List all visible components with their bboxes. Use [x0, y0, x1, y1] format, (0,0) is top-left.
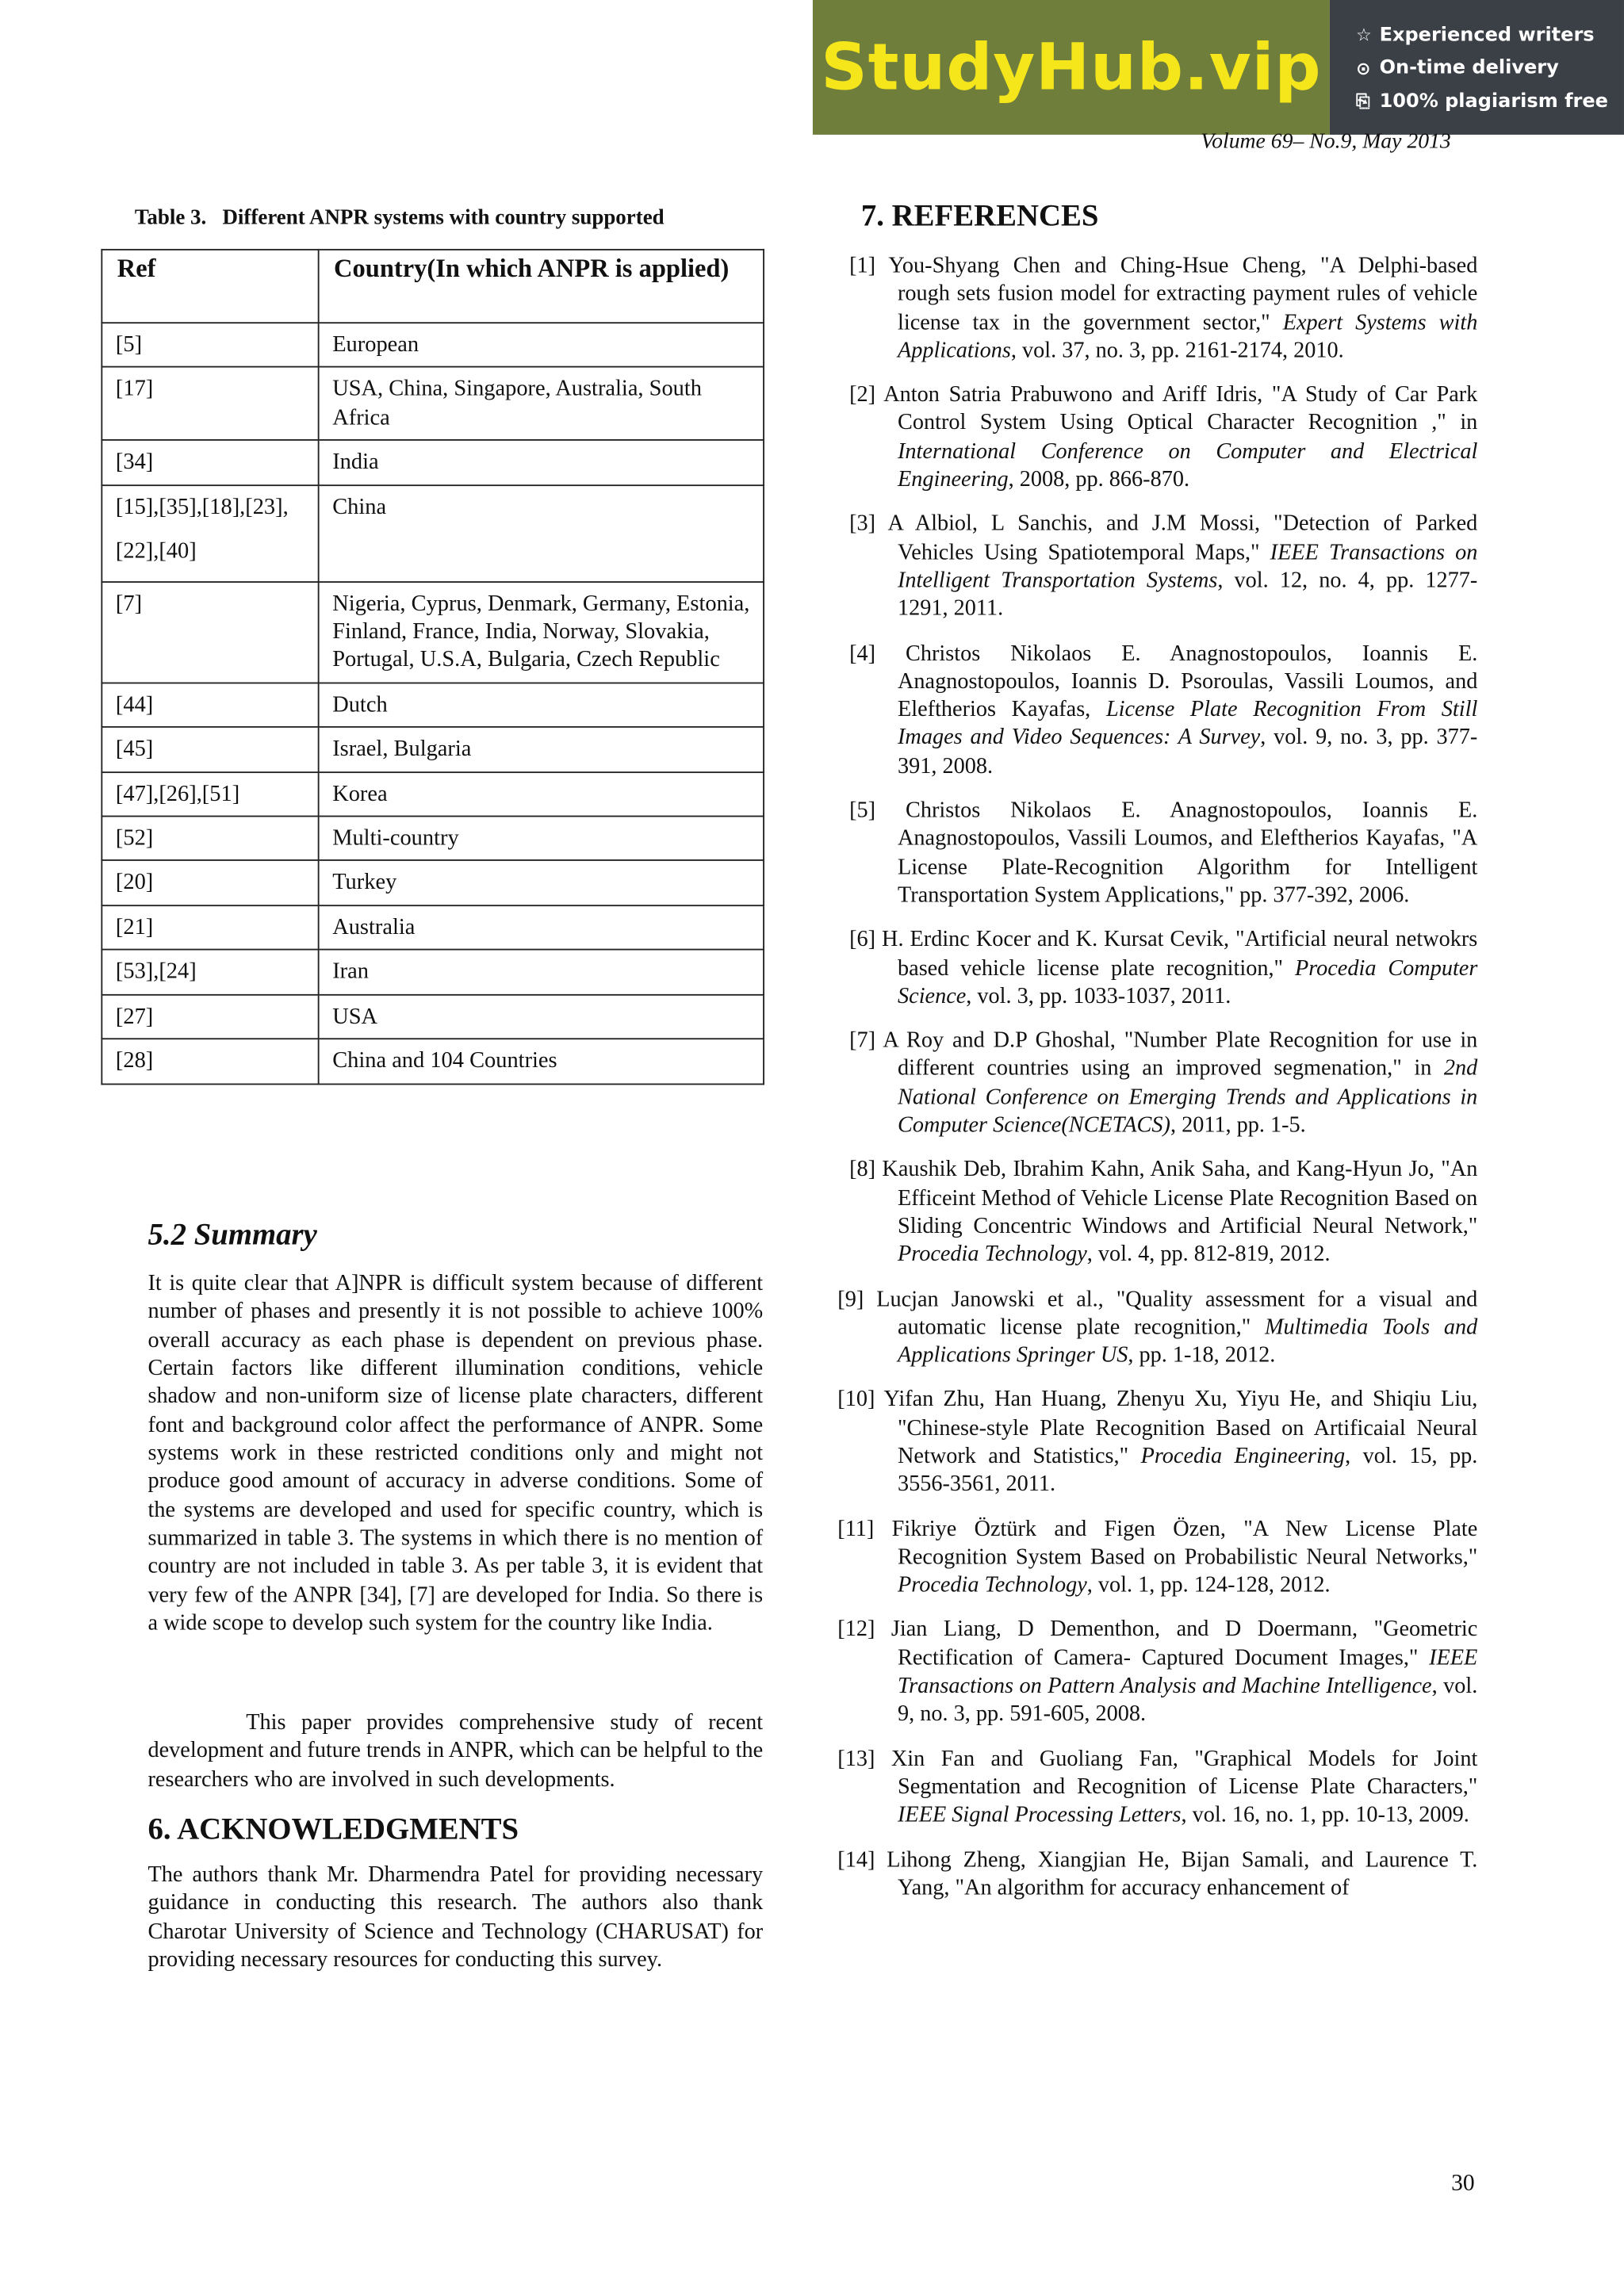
reference-item: [837, 1616, 1477, 1729]
reference-details: , vol. 9, no. 3, pp. 377-391, 2008.: [898, 725, 1478, 779]
star-icon: ☆: [1356, 25, 1372, 46]
table-row: [102, 440, 764, 484]
ref-cell: [45]: [102, 727, 318, 771]
reference-details: , vol. 15, pp. 3556-3561, 2011.: [898, 1443, 1478, 1497]
badge-experienced-writers: [1356, 19, 1624, 52]
anpr-country-table: [101, 249, 764, 1085]
ref-cell: [27]: [102, 994, 318, 1039]
reference-details: , vol. 3, pp. 1033-1037, 2011.: [966, 983, 1231, 1009]
reference-venue: 2nd National Conference on Emerging Trends and Applications in Computer Science(NCETACS): [898, 1056, 1478, 1138]
document-icon: ⎘: [1356, 90, 1370, 111]
reference-text: [3] A Albiol, L Sanchis, and J.M Mossi, "Detection of Parked Vehicles Using Spatiotemporal Maps,": [849, 511, 1478, 565]
table-row: [102, 727, 764, 771]
page-number: 30: [1451, 2171, 1475, 2197]
country-cell: USA, China, Singapore, Australia, South Africa: [319, 367, 764, 440]
ref-cell: [15],[35],[18],[23], [22],[40]: [102, 484, 318, 581]
reference-item: [849, 1027, 1477, 1140]
ref-cell: [5]: [102, 323, 318, 367]
country-cell: Multi-country: [319, 817, 764, 861]
ref-cell: [52]: [102, 817, 318, 861]
clock-icon: ⊙: [1356, 58, 1371, 79]
reference-text: [14] Lihong Zheng, Xiangjian He, Bijan Samali, and Laurence T. Yang, "An algorithm for accuracy enhancement of: [837, 1846, 1478, 1900]
reference-item: [837, 1515, 1477, 1600]
reference-text: [4] Christos Nikolaos E. Anagnostopoulos, Ioannis E. Anagnostopoulos, Ioannis D. Psoroulas, Vassili Loumos, and Eleftherios Kayafas,: [849, 641, 1478, 722]
reference-item: [849, 926, 1477, 1011]
references-heading: 7. REFERENCES: [860, 197, 1099, 233]
reference-text: [6] H. Erdinc Kocer and K. Kursat Cevik, "Artificial neural netwokrs based vehicle license plate recognition,": [849, 927, 1478, 981]
reference-text: [9] Lucjan Janowski et al., "Quality assessment for a visual and automatic license plate recognition,": [837, 1286, 1478, 1340]
ref-cell: [21]: [102, 905, 318, 950]
summary-paragraph-2: This paper provides comprehensive study of recent development and future trends in ANPR, which can be helpful to the researchers who are involved in such developments.: [147, 1709, 764, 1792]
reference-venue: IEEE Signal Processing Letters: [898, 1802, 1182, 1828]
reference-details: , 2011, pp. 1-5.: [1170, 1112, 1306, 1138]
country-cell: Iran: [319, 950, 764, 994]
ref-cell: [7]: [102, 581, 318, 683]
table-row: [102, 367, 764, 440]
reference-item: [849, 639, 1477, 780]
reference-item: [837, 1846, 1477, 1902]
column-header-ref: Ref: [102, 250, 318, 323]
reference-text: [7] A Roy and D.P Ghoshal, "Number Plate Recognition for use in different countries using an improved segmenation," in: [849, 1027, 1478, 1081]
ref-cell: [34]: [102, 440, 318, 484]
reference-venue: Procedia Engineering: [1140, 1443, 1346, 1469]
country-cell: Turkey: [319, 861, 764, 905]
badge-on-time-delivery: [1356, 52, 1624, 86]
badge-text: 100% plagiarism free: [1379, 90, 1608, 113]
reference-item: [849, 510, 1477, 623]
studyhub-banner[interactable]: [813, 0, 1624, 135]
reference-item: [837, 1284, 1477, 1369]
reference-text: [2] Anton Satria Prabuwono and Ariff Idris, "A Study of Car Park Control System Using Optical Character Recognition ," in: [849, 382, 1478, 436]
table-row: [102, 1039, 764, 1083]
table-row: [102, 994, 764, 1039]
reference-details: , vol. 9, no. 3, pp. 591-605, 2008.: [898, 1673, 1478, 1727]
country-cell: Australia: [319, 905, 764, 950]
reference-venue: Procedia Technology: [898, 1572, 1087, 1598]
reference-text: [11] Fikriye Öztürk and Figen Özen, "A New License Plate Recognition System Based on Probabilistic Neural Networks,": [837, 1516, 1478, 1570]
reference-text: [8] Kaushik Deb, Ibrahim Kahn, Anik Saha, and Kang-Hyun Jo, "An Efficeint Method of Vehicle License Plate Recognition Based on Sliding Concentric Windows and Artificial Neural Network,": [849, 1157, 1478, 1239]
summary-paragraph-1: It is quite clear that A]NPR is difficult system because of different number of phases and presently it is not possible to achieve 100% overall accuracy as each phase is dependent on previous phase. Certain factors like different illumination conditions, vehicle shadow and non-uniform size of license plate characters, different font and background color affect the performance of ANPR. Some systems work in these restricted conditions only and might not produce good amount of accuracy in adverse conditions. Some of the systems are developed and used for specific country, which is summarized in table 3. The systems in which there is no mention of country are not included in table 3. As per table 3, it is evident that very few of the ANPR [34], [7] are developed for India. So there is a wide scope to develop such system for the country like India.: [147, 1270, 764, 1636]
reference-details: , pp. 1-18, 2012.: [1128, 1342, 1276, 1368]
feature-badges: [1330, 0, 1624, 135]
reference-item: [849, 797, 1477, 910]
reference-details: , vol. 1, pp. 124-128, 2012.: [1086, 1572, 1331, 1598]
reference-details: , vol. 12, no. 4, pp. 1277-1291, 2011.: [898, 568, 1478, 622]
table-row: [102, 905, 764, 950]
reference-text: [12] Jian Liang, D Dementhon, and D Doermann, "Geometric Rectification of Camera- Captured Document Images,": [837, 1617, 1478, 1670]
summary-heading: 5.2 Summary: [147, 1216, 317, 1252]
table-row: [102, 861, 764, 905]
table-caption: Table 3. Different ANPR systems with country supported: [134, 206, 665, 230]
reference-venue: Expert Systems with Applications: [898, 309, 1478, 363]
ref-cell: [17]: [102, 367, 318, 440]
acknowledgments-text: The authors thank Mr. Dharmendra Patel for providing necessary guidance in conducting this research. The authors also thank Charotar University of Science and Technology (CHARUSAT) for providing necessary resources for conducting this survey.: [147, 1862, 764, 1973]
reference-venue: Procedia Technology: [898, 1242, 1087, 1267]
country-cell: Korea: [319, 771, 764, 816]
country-cell: European: [319, 323, 764, 367]
reference-details: , 2008, pp. 866-870.: [1008, 467, 1190, 492]
reference-item: [849, 381, 1477, 494]
reference-item: [837, 1386, 1477, 1499]
acknowledgments-heading: 6. ACKNOWLEDGMENTS: [147, 1811, 519, 1846]
table-row: [102, 771, 764, 816]
reference-venue: Procedia Computer Science: [898, 955, 1478, 1009]
country-cell: China: [319, 484, 764, 581]
country-cell: Nigeria, Cyprus, Denmark, Germany, Estonia, Finland, France, India, Norway, Slovakia, Portugal, U.S.A, Bulgaria, Czech Republic: [319, 581, 764, 683]
ref-cell: [47],[26],[51]: [102, 771, 318, 816]
reference-venue: License Plate Recognition From Still Images and Video Sequences: A Survey: [898, 697, 1478, 751]
ref-cell: [28]: [102, 1039, 318, 1083]
table-row: [102, 323, 764, 367]
ref-cell: [20]: [102, 861, 318, 905]
table-body: [102, 323, 764, 1083]
reference-venue: International Conference on Computer and Electrical Engineering: [898, 438, 1478, 492]
column-header-country: Country(In which ANPR is applied): [319, 250, 764, 323]
reference-list: [837, 252, 1478, 1919]
ref-cell: [44]: [102, 683, 318, 727]
ref-cell: [53],[24]: [102, 950, 318, 994]
badge-text: On-time delivery: [1379, 57, 1559, 80]
reference-item: [837, 1745, 1477, 1830]
country-cell: USA: [319, 994, 764, 1039]
table-header-row: [102, 250, 764, 323]
country-cell: Israel, Bulgaria: [319, 727, 764, 771]
badge-plagiarism-free: [1356, 85, 1624, 118]
reference-text: [10] Yifan Zhu, Han Huang, Zhenyu Xu, Yiyu He, and Shiqiu Liu, "Chinese-style Plate Recognition Based on Artificaial Neural Network and Statistics,": [837, 1387, 1478, 1469]
table-row: [102, 683, 764, 727]
reference-text: [1] You-Shyang Chen and Ching-Hsue Cheng, "A Delphi-based rough sets fusion model for extracting payment rules of vehicle license tax in the government sector,": [849, 253, 1478, 335]
reference-details: , vol. 16, no. 1, pp. 10-13, 2009.: [1181, 1802, 1469, 1828]
country-cell: India: [319, 440, 764, 484]
volume-header: Volume 69– No.9, May 2013: [1201, 130, 1451, 154]
table-row: [102, 581, 764, 683]
table-row: [102, 817, 764, 861]
badge-text: Experienced writers: [1379, 24, 1595, 47]
reference-venue: IEEE Transactions on Pattern Analysis and Machine Intelligence: [898, 1645, 1478, 1699]
reference-item: [849, 1156, 1477, 1269]
reference-details: , vol. 37, no. 3, pp. 2161-2174, 2010.: [1010, 338, 1344, 363]
country-cell: Dutch: [319, 683, 764, 727]
reference-details: , vol. 4, pp. 812-819, 2012.: [1086, 1242, 1331, 1267]
studyhub-logo[interactable]: [813, 0, 1330, 135]
table-row: [102, 484, 764, 581]
reference-venue: IEEE Transactions on Intelligent Transportation Systems: [898, 539, 1478, 593]
reference-text: [5] Christos Nikolaos E. Anagnostopoulos, Ioannis E. Anagnostopoulos, Vassili Loumos, and Eleftherios Kayafas, "A License Plate-Recognition Algorithm for Intelligent Transportation System Applications," pp. 377-392, 2006.: [849, 798, 1478, 908]
reference-text: [13] Xin Fan and Guoliang Fan, "Graphical Models for Joint Segmentation and Recognition of License Plate Characters,": [837, 1746, 1478, 1800]
reference-venue: Multimedia Tools and Applications Springer US: [898, 1314, 1478, 1368]
reference-item: [849, 252, 1477, 365]
country-cell: China and 104 Countries: [319, 1039, 764, 1083]
table-row: [102, 950, 764, 994]
studyhub-logo-text: StudyHub.vip: [821, 29, 1322, 105]
